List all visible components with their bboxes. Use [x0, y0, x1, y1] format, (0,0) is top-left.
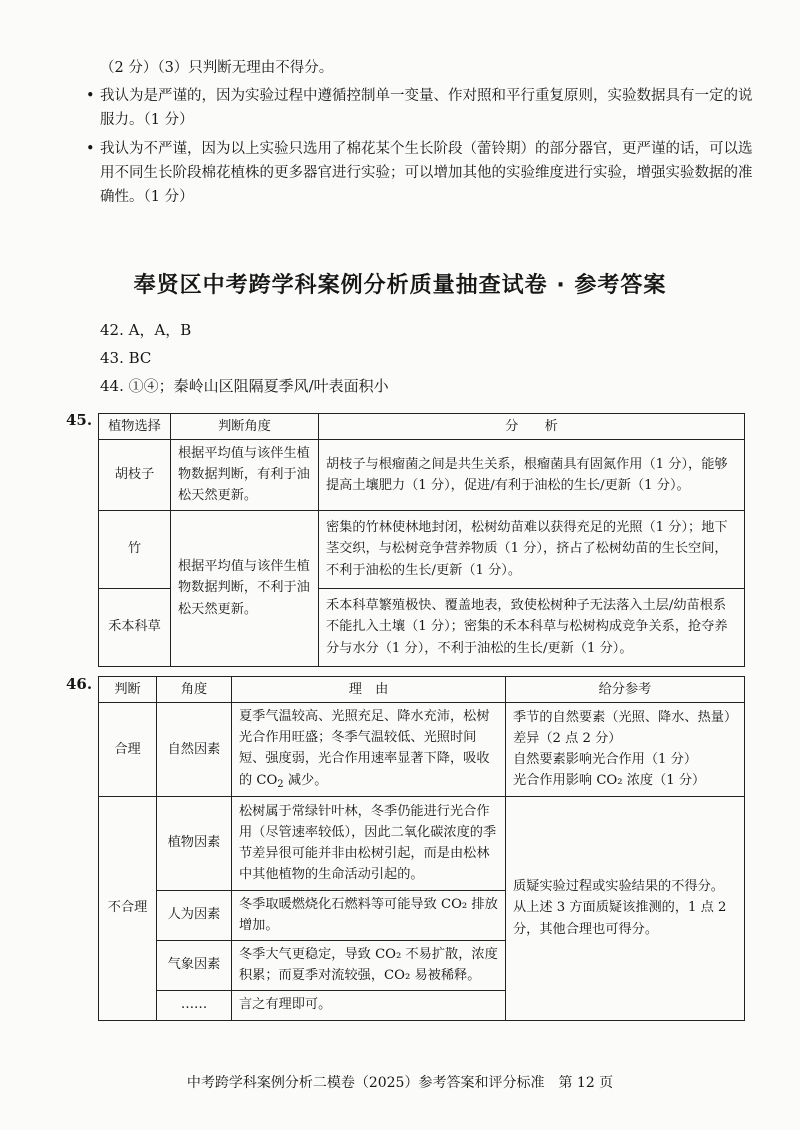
table-q46	[98, 676, 745, 1021]
cell-angle: 自然因素	[157, 703, 232, 796]
bullet-text: 我认为是严谨的，因为实验过程中遵循控制单一变量、作对照和平行重复原则，实验数据具有一定的说服力。（1 分）	[100, 88, 753, 128]
cell-reason: 冬季取暖燃烧化石燃料等可能导致 CO₂ 排放增加。	[232, 890, 506, 940]
header-reason: 理 由	[232, 677, 506, 703]
cell-angle: 根据平均值与该伴生植物数据判断，不利于油松天然更新。	[171, 510, 319, 666]
table-header-row	[99, 677, 745, 703]
header-analysis: 分 析	[319, 414, 745, 440]
scoring-line: 光合作用影响 CO₂ 浓度（1 分）	[513, 773, 706, 789]
answer-43: 43. BC	[100, 349, 152, 367]
cell-judgement: 合理	[99, 703, 157, 796]
scoring-line: 自然要素影响光合作用（1 分）	[513, 752, 698, 768]
reason-text-end: 减少。	[283, 772, 328, 788]
bullet-icon: •	[86, 88, 95, 104]
cell-angle: 气象因素	[157, 940, 232, 990]
subscript-2: 2	[277, 778, 284, 790]
cell-judgement: 不合理	[99, 796, 157, 1020]
table-row	[99, 440, 745, 510]
bullet-icon: •	[86, 141, 95, 157]
answer-42: 42. A，A，B	[100, 321, 192, 339]
answer-44: 44. ①④；秦岭山区阻隔夏季风/叶表面积小	[100, 377, 389, 395]
question-number-46: 46.	[66, 675, 93, 693]
table-q45	[98, 413, 745, 667]
intro-line: （2 分）（3）只判断无理由不得分。	[100, 60, 334, 76]
page-footer: 中考跨学科案例分析二模卷（2025）参考答案和评分标准 第 12 页	[186, 1075, 614, 1091]
cell-plant: 禾本科草	[99, 588, 171, 666]
cell-angle: 人为因素	[157, 890, 232, 940]
table-row	[99, 510, 745, 588]
cell-scoring	[506, 703, 745, 796]
cell-plant: 胡枝子	[99, 440, 171, 510]
cell-angle: ……	[157, 990, 232, 1020]
header-plant: 植物选择	[99, 414, 171, 440]
cell-angle: 植物因素	[157, 796, 232, 890]
cell-angle: 根据平均值与该伴生植物数据判断，有利于油松天然更新。	[171, 440, 319, 510]
bullet-paragraph	[86, 138, 760, 210]
page-title: 奉贤区中考跨学科案例分析质量抽查试卷 · 参考答案	[133, 273, 667, 298]
table-row	[99, 703, 745, 796]
bullet-paragraph	[86, 85, 760, 133]
cell-analysis: 密集的竹林使林地封闭，松树幼苗难以获得充足的光照（1 分）；地下茎交织，与松树竞争营养物质（1 分），挤占了松树幼苗的生长空间，不利于油松的生长/更新（1 分）。	[319, 510, 745, 588]
reason-text: 夏季气温较高、光照充足、降水充沛，松树光合作用旺盛；冬季气温较低、光照时间短、强度弱，光合作用速率显著下降，吸收的 CO	[239, 709, 490, 788]
cell-reason: 冬季大气更稳定，导致 CO₂ 不易扩散，浓度积累；而夏季对流较强，CO₂ 易被稀释。	[232, 940, 506, 990]
header-scoring: 给分参考	[506, 677, 745, 703]
table-header-row	[99, 414, 745, 440]
scoring-line: 季节的自然要素（光照、降水、热量）差异（2 点 2 分）	[513, 710, 731, 747]
cell-reason: 言之有理即可。	[232, 990, 506, 1020]
question-number-45: 45.	[66, 411, 93, 429]
header-angle: 判断角度	[171, 414, 319, 440]
bullet-text: 我认为不严谨，因为以上实验只选用了棉花某个生长阶段（蕾铃期）的部分器官，更严谨的话，可以选用不同生长阶段棉花植株的更多器官进行实验；可以增加其他的实验维度进行实验，增强实验数据的准确性。（1 分）	[100, 141, 753, 205]
cell-reason	[232, 703, 506, 796]
cell-analysis: 胡枝子与根瘤菌之间是共生关系，根瘤菌具有固氮作用（1 分），能够提高土壤肥力（1 分），促进/有利于油松的生长/更新（1 分）。	[319, 440, 745, 510]
cell-scoring: 质疑实验过程或实验结果的不得分。从上述 3 方面质疑该推测的，1 点 2 分，其他合理也可得分。	[506, 796, 745, 1020]
cell-analysis: 禾本科草繁殖极快、覆盖地表，致使松树种子无法落入土层/幼苗根系不能扎入土壤（1 分）；密集的禾本科草与松树构成竞争关系，抢夺养分与水分（1 分），不利于油松的生长/更新（1 分）。	[319, 588, 745, 666]
header-angle: 角度	[157, 677, 232, 703]
cell-reason: 松树属于常绿针叶林，冬季仍能进行光合作用（尽管速率较低），因此二氧化碳浓度的季节差异很可能并非由松树引起，而是由松林中其他植物的生命活动引起的。	[232, 796, 506, 890]
table-row	[99, 796, 745, 890]
cell-plant: 竹	[99, 510, 171, 588]
header-judgement: 判断	[99, 677, 157, 703]
